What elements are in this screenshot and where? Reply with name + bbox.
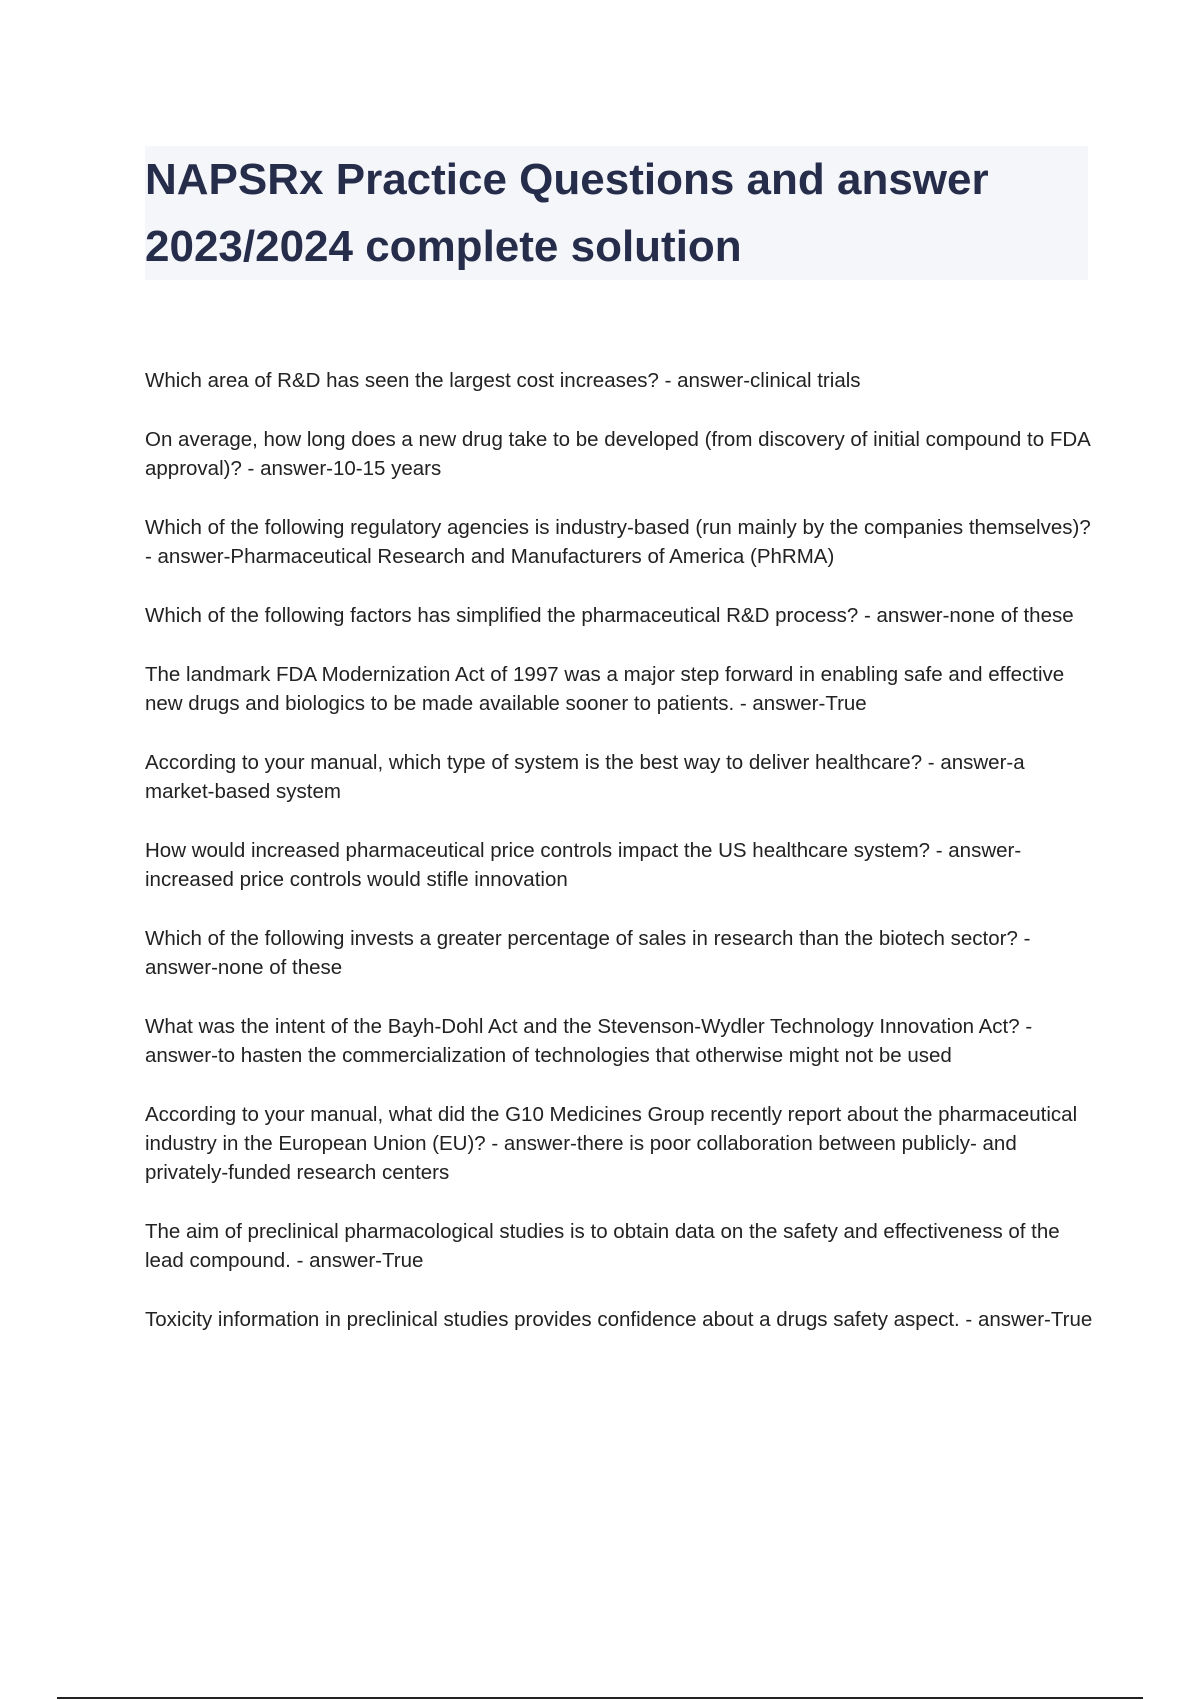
qa-item: The aim of preclinical pharmacological studies is to obtain data on the safety and effectiveness of the lead compound. - answer-True bbox=[145, 1220, 1060, 1272]
document-title: NAPSRx Practice Questions and answer 2023/2024 complete solution bbox=[145, 155, 989, 271]
qa-item: What was the intent of the Bayh-Dohl Act and the Stevenson-Wydler Technology Innovation Act? - answer-to hasten the commercialization of technologies that otherwise might not be used bbox=[145, 1015, 1033, 1067]
qa-item: Which of the following regulatory agencies is industry-based (run mainly by the companies themselves)? - answer-Pharmaceutical Research and Manufacturers of America (PhRMA) bbox=[145, 516, 1091, 568]
qa-item: Which area of R&D has seen the largest cost increases? - answer-clinical trials bbox=[145, 369, 861, 392]
qa-item: According to your manual, which type of system is the best way to deliver healthcare? - answer-a market-based system bbox=[145, 751, 1025, 803]
qa-item: Toxicity information in preclinical studies provides confidence about a drugs safety aspect. - answer-True bbox=[145, 1308, 1093, 1331]
qa-item: The landmark FDA Modernization Act of 1997 was a major step forward in enabling safe and effective new drugs and biologics to be made available sooner to patients. - answer-True bbox=[145, 663, 1065, 715]
title-banner bbox=[145, 146, 1088, 280]
qa-item: Which of the following invests a greater percentage of sales in research than the biotech sector? - answer-none of these bbox=[145, 927, 1031, 979]
footer-divider bbox=[57, 1697, 1143, 1699]
qa-item: On average, how long does a new drug take to be developed (from discovery of initial compound to FDA approval)? - answer-10-15 years bbox=[145, 428, 1090, 480]
qa-item: According to your manual, what did the G10 Medicines Group recently report about the pharmaceutical industry in the European Union (EU)? - answer-there is poor collaboration between publicly- and privately-funded research centers bbox=[145, 1103, 1078, 1184]
qa-item: Which of the following factors has simplified the pharmaceutical R&D process? - answer-none of these bbox=[145, 604, 1074, 627]
qa-list bbox=[145, 366, 1095, 1364]
qa-item: How would increased pharmaceutical price controls impact the US healthcare system? - answer-increased price controls would stifle innovation bbox=[145, 839, 1022, 891]
